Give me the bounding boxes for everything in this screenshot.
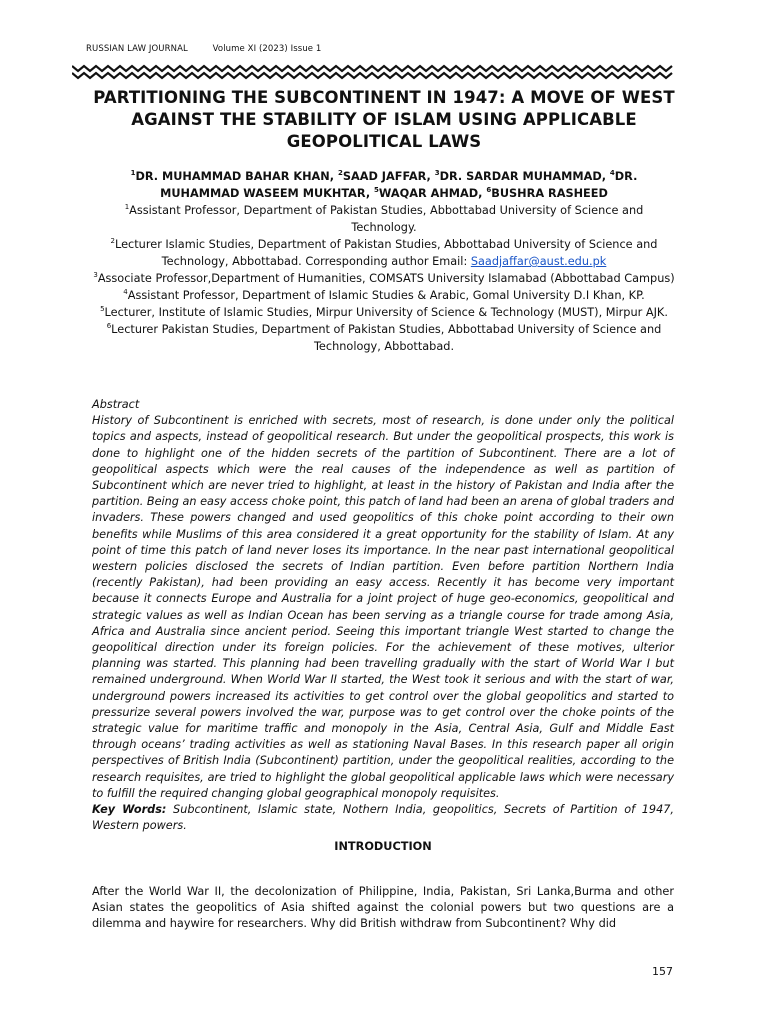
author: $^6$BUSHRA RASHEED [486, 186, 608, 200]
author: $^2$SAAD JAFFAR, [337, 169, 435, 183]
abstract-heading: Abstract [92, 398, 140, 411]
author-list [92, 168, 676, 202]
introduction-text: After the World War II, the decolonization of Philippine, India, Pakistan, Sri Lanka,Burma and other Asian states the geopolitics of Asia shifted against the colonial powers but two questions are a dilemma and haywire for researchers. Why did British withdraw from Subcontinent? Why did [92, 885, 674, 931]
keywords [92, 802, 674, 834]
journal-name: RUSSIAN LAW JOURNAL [86, 44, 188, 54]
email-link[interactable]: Saadjaffar@aust.edu.pk [470, 255, 607, 268]
keywords-text: Subcontinent, Islamic state, Nothern India, geopolitics, Secrets of Partition of 1947, Western powers. [92, 803, 674, 833]
keywords-label: Key Words: [92, 803, 167, 817]
abstract-body: History of Subcontinent is enriched with secrets, most of research, is done under only the political topics and aspects, instead of geopolitical research. But under the geopolitical prospects, this work is done to highlight one of the hidden secrets of the partition of Subcontinent. There are a lot of geopolitical aspects which were the real causes of the independence as well as partition of Subcontinent which are never tried to highlight, at least in the history of Pakistan and India after the partition. Being an easy access choke point, this patch of land had been an arena of global traders and invaders. These powers changed and used geopolitics of this choke point according to their own benefits while Muslims of this area considered it a great opportunity for the stability of Islam. At any point of time this patch of land never loses its importance. In the near past international geopolitical western policies disclosed the secrets of Indian partition. Even before partition Northern India (recently Pakistan), had been providing an easy access. Recently it has become very important because it connects Europe and Australia for a joint project of huge geo-economics, geopolitical and strategic values as well as Indian Ocean has been serving as a triangle course for trade among Asia, Africa and Australia since ancient period. Seeing this important triangle West started to change the geopolitical direction under its foreign policies. For the achievement of these motives, ulterior planning was started. This planning had been travelling gradually with the start of World War I but remained underground. When World War II started, the West took it serious and with the start of war, underground powers increased its activities to get control over the global geopolitics and started to pressurize several powers involved the war, purpose was to get control over the choke points of the strategic value for maritime traffic and monopoly in the Asia, Central Asia, Gulf and Middle East through oceans’ trading activities as well as stationing Naval Bases. In this research paper all origin perspectives of British India (Subcontinent) partition, under the geopolitical realities, according to the research requisites, are tried to highlight the global geopolitical applicable laws which were necessary to fulfill the required changing global geographical monopoly requisites. [92, 414, 674, 800]
abstract-section [92, 397, 674, 834]
affiliations [92, 202, 676, 355]
journal-volume: Volume XI (2023) Issue 1 [212, 44, 322, 54]
running-header [86, 44, 321, 54]
author: $^5$WAQAR AHMAD, [374, 186, 487, 200]
affiliation: $^5$Lecturer, Institute of Islamic Studies, Mirpur University of Science & Technology (MUST), Mirpur AJK. [100, 305, 668, 319]
author: $^4$DR. MUHAMMAD WASEEM MUKHTAR, [160, 169, 638, 200]
affiliation: $^4$Assistant Professor, Department of Islamic Studies & Arabic, Gomal University D.I Khan, KP. [123, 288, 645, 302]
author: $^3$DR. SARDAR MUHAMMAD, [434, 169, 610, 183]
affiliation: $^2$Lecturer Islamic Studies, Department of Pakistan Studies, Abbottabad University of Science and Technology, Abbottabad. Corresponding author Email: Saadjaffar@aust.edu.pk [110, 237, 658, 268]
introduction-heading: INTRODUCTION [334, 840, 432, 853]
affiliation: $^1$Assistant Professor, Department of Pakistan Studies, Abbottabad University of Science and Technology. [124, 203, 644, 234]
page-number: 157 [652, 965, 673, 978]
paper-title: PARTITIONING THE SUBCONTINENT IN 1947: A MOVE OF WEST AGAINST THE STABILITY OF ISLAM USING APPLICABLE GEOPOLITICAL LAWS [93, 88, 675, 151]
decorative-border [72, 64, 676, 80]
affiliation: $^6$Lecturer Pakistan Studies, Department of Pakistan Studies, Abbottabad University of Science and Technology, Abbottabad. [106, 322, 662, 353]
affiliation: $^3$Associate Professor,Department of Humanities, COMSATS University Islamabad (Abbottabad Campus) [93, 271, 675, 285]
author: $^1$DR. MUHAMMAD BAHAR KHAN, [130, 169, 338, 183]
